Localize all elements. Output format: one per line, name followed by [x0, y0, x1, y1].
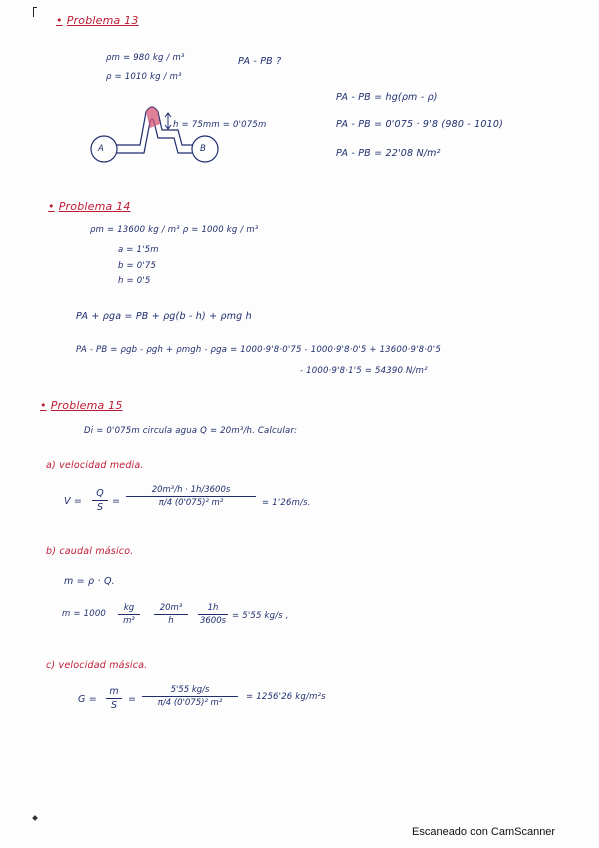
p15-c-result: = 1256'26 kg/m²s: [246, 692, 326, 702]
p13-equation-2: PA - PB = 0'075 · 9'8 (980 - 1010): [336, 119, 504, 130]
p15-b-equation-1: m = ρ · Q.: [64, 576, 115, 587]
p15-sub-b-label: b) caudal másico.: [46, 546, 134, 557]
p15-a-fraction-2: [126, 485, 256, 508]
camscanner-watermark: Escaneado con CamScanner: [412, 826, 556, 838]
p15-sub-a-label: a) velocidad media.: [46, 460, 144, 471]
p15-given: Di = 0'075m circula agua Q = 20m³/h. Calcular:: [84, 426, 298, 436]
p15-sub-c-label: c) velocidad másica.: [46, 660, 148, 671]
p15-a-frac2-num: 20m³/h · 1h/3600s: [151, 485, 231, 495]
p15-b-f3-num: 1h: [207, 603, 219, 613]
p15-b-lhs: m = 1000: [62, 609, 107, 619]
p15-c-f1-den: S: [110, 700, 118, 711]
p14-h-value: h = 0'5: [118, 276, 151, 286]
p14-equation-1: PA + ρga = PB + ρg(b - h) + ρmg h: [76, 311, 252, 322]
p15-c-f2-den: π/4 (0'075)² m²: [157, 698, 223, 708]
p15-b-result: = 5'55 kg/s ,: [232, 611, 289, 621]
p13-equation-1: PA - PB = hg(ρm - ρ): [336, 92, 438, 103]
p15-b-f1-den: m³: [123, 616, 135, 626]
p15-a-frac2-den: π/4 (0'075)² m²: [158, 498, 224, 508]
p15-a-lhs: V =: [64, 496, 83, 507]
scan-artifact-mark: [32, 815, 38, 821]
p15-c-lhs: G =: [78, 694, 97, 705]
p15-c-f2-num: 5'55 kg/s: [170, 685, 210, 695]
p15-b-f3-den: 3600s: [199, 616, 227, 626]
p14-given-densities: ρm = 13600 kg / m³ ρ = 1000 kg / m³: [90, 225, 259, 235]
tank-a-label: A: [98, 144, 105, 154]
p15-b-fraction-1: [118, 603, 140, 626]
p15-a-frac1-num: Q: [96, 488, 104, 499]
p15-a-fraction-1: [92, 488, 108, 513]
p15-b-fraction-3: [198, 603, 228, 626]
p15-c-fraction-1: [106, 686, 122, 711]
p13-h-label: h = 75mm = 0'075m: [173, 120, 267, 130]
p15-a-result: = 1'26m/s.: [262, 498, 311, 508]
scan-corner-mark: [33, 7, 37, 17]
p13-rho-m: ρm = 980 kg / m³: [106, 53, 185, 63]
p14-b-value: b = 0'75: [118, 261, 157, 271]
manometer-diagram: [88, 100, 238, 175]
p13-rho: ρ = 1010 kg / m³: [106, 72, 182, 82]
p15-b-fraction-2: [154, 603, 188, 626]
p15-b-f2-num: 20m³: [159, 603, 183, 613]
p15-c-fraction-2: [142, 685, 238, 708]
p15-c-f1-num: m: [109, 686, 119, 697]
p15-c-equals: =: [128, 694, 137, 705]
p15-a-equals: =: [112, 496, 121, 507]
problem-15-heading: • Problema 15: [40, 399, 123, 412]
problem-13-heading: • Problema 13: [56, 14, 139, 27]
tank-b-label: B: [200, 144, 207, 154]
p13-equation-3: PA - PB = 22'08 N/m²: [336, 148, 441, 159]
p15-b-f1-num: kg: [123, 603, 135, 613]
problem-14-heading: • Problema 14: [48, 200, 131, 213]
p14-equation-3: - 1000·9'8·1'5 = 54390 N/m²: [300, 366, 428, 376]
p14-a-value: a = 1'5m: [118, 245, 159, 255]
p15-a-frac1-den: S: [96, 502, 104, 513]
p15-b-f2-den: h: [168, 616, 174, 626]
p14-equation-2: PA - PB = ρgb - ρgh + ρmgh - ρga = 1000·9'8·0'75 - 1000·9'8·0'5 + 13600·9'8·0'5: [76, 345, 441, 355]
p13-question: PA - PB ?: [238, 56, 282, 67]
